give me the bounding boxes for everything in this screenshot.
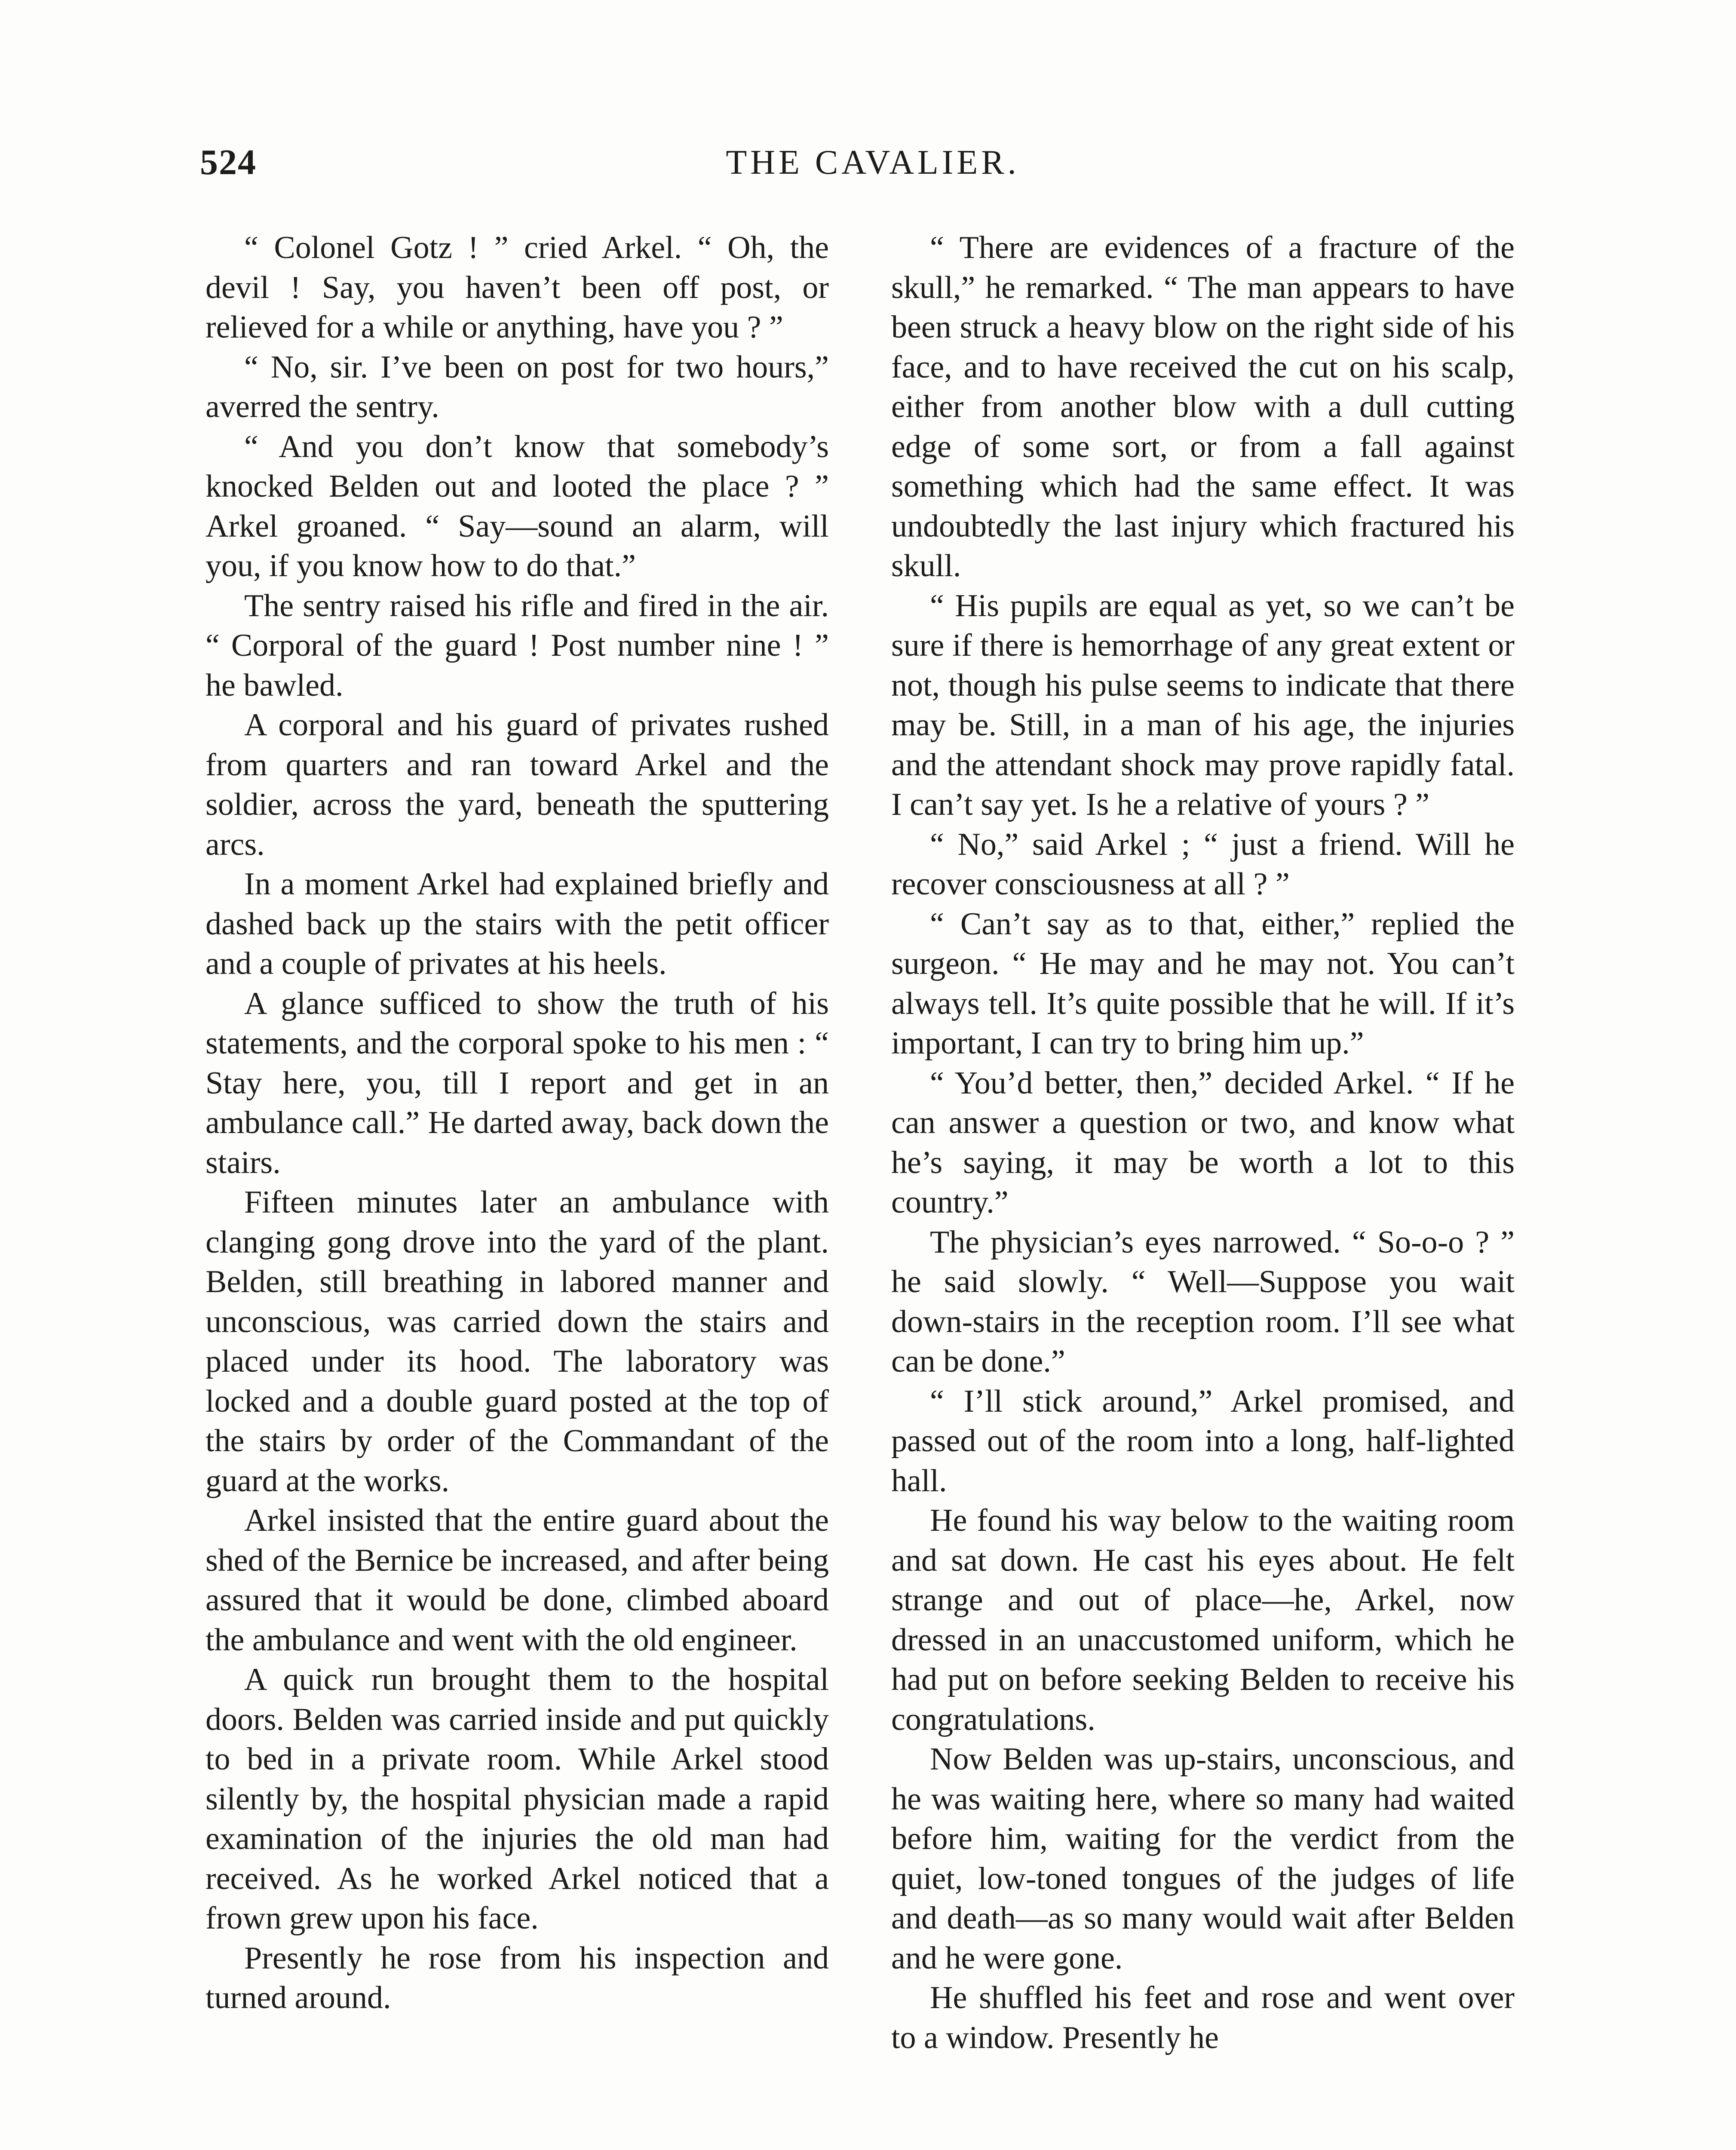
paragraph: “ Can’t say as to that, either,” replied the surgeon. “ He may and he may not. You can’t always tell. It’s quite possible that he will. If it’s important, I can try to bring him up.”	[891, 906, 1515, 1061]
page-header	[200, 137, 1546, 188]
paragraph: A quick run brought them to the hospital doors. Belden was carried inside and put quickly to bed in a private room. While Arkel stood silently by, the hospital physician made a rapid examination of the injuries the old man had received. As he worked Arkel noticed that a frown grew upon his face.	[205, 1662, 829, 1936]
paragraph: “ I’ll stick around,” Arkel promised, and passed out of the room into a long, half-lighted hall.	[891, 1383, 1515, 1499]
paragraph: Now Belden was up-stairs, unconscious, and he was waiting here, where so many had waited before him, waiting for the verdict from the quiet, low-toned tongues of the judges of life and death—as so many would wait after Belden and he were gone.	[891, 1742, 1515, 1976]
paragraph: Presently he rose from his inspection and turned around.	[205, 1940, 829, 2015]
paragraph: Fifteen minutes later an ambulance with clanging gong drove into the yard of the plant. Belden, still breathing in labored manner and unconscious, was carried down the stairs and placed under its hood. The laboratory was locked and a double guard posted at the top of the stairs by order of the Commandant of the guard at the works.	[205, 1185, 829, 1499]
paragraph: A glance sufficed to show the truth of his statements, and the corporal spoke to his men : “ Stay here, you, till I report and get in an ambulance call.” He darted away, back down the stairs.	[205, 986, 829, 1180]
paragraph: He shuffled his feet and rose and went over to a window. Presently he	[891, 1980, 1515, 2055]
paragraph: “ You’d better, then,” decided Arkel. “ If he can answer a question or two, and know what he’s saying, it may be worth a lot to this country.”	[891, 1065, 1515, 1220]
paragraph: In a moment Arkel had explained briefly and dashed back up the stairs with the petit officer and a couple of privates at his heels.	[205, 866, 829, 981]
right-column	[891, 228, 1515, 2058]
left-column	[205, 228, 829, 2018]
page-number: 524	[200, 142, 257, 182]
paragraph: “ And you don’t know that somebody’s knocked Belden out and looted the place ? ” Arkel groaned. “ Say—sound an alarm, will you, if you know how to do that.”	[205, 429, 829, 584]
paragraph: “ Colonel Gotz ! ” cried Arkel. “ Oh, the devil ! Say, you haven’t been off post, or relieved for a while or anything, have you ? ”	[205, 230, 829, 345]
paragraph: “ There are evidences of a fracture of the skull,” he remarked. “ The man appears to have been struck a heavy blow on the right side of his face, and to have received the cut on his scalp, either from another blow with a dull cutting edge of some sort, or from a fall against something which had the same effect. It was undoubtedly the last injury which fractured his skull.	[891, 230, 1515, 584]
paragraph: The physician’s eyes narrowed. “ So-o-o ? ” he said slowly. “ Well—Suppose you wait down-stairs in the reception room. I’ll see what can be done.”	[891, 1224, 1515, 1379]
paragraph: “ His pupils are equal as yet, so we can’t be sure if there is hemorrhage of any great extent or not, though his pulse seems to indicate that there may be. Still, in a man of his age, the injuries and the attendant shock may prove rapidly fatal. I can’t say yet. Is he a relative of yours ? ”	[891, 588, 1515, 822]
paragraph: “ No,” said Arkel ; “ just a friend. Will he recover consciousness at all ? ”	[891, 826, 1515, 902]
paragraph: Arkel insisted that the entire guard about the shed of the Bernice be increased, and after being assured that it would be done, climbed aboard the ambulance and went with the old engineer.	[205, 1503, 829, 1658]
running-title: THE CAVALIER.	[726, 144, 1020, 181]
paragraph: The sentry raised his rifle and fired in the air. “ Corporal of the guard ! Post number nine ! ” he bawled.	[205, 588, 829, 703]
paragraph: A corporal and his guard of privates rushed from quarters and ran toward Arkel and the soldier, across the yard, beneath the sputtering arcs.	[205, 707, 829, 862]
paragraph: “ No, sir. I’ve been on post for two hours,” averred the sentry.	[205, 349, 829, 424]
paragraph: He found his way below to the waiting room and sat down. He cast his eyes about. He felt strange and out of place—he, Arkel, now dressed in an unaccustomed uniform, which he had put on before seeking Belden to receive his congratulations.	[891, 1503, 1515, 1737]
